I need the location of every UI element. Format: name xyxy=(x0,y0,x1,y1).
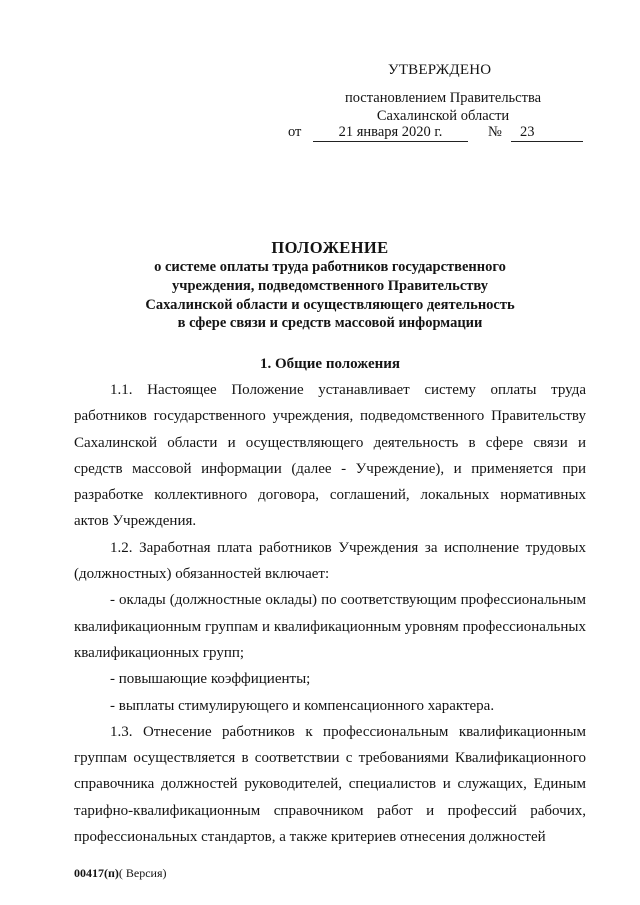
approval-line-1: постановлением Правительства xyxy=(344,90,542,106)
approval-line-2: Сахалинской области xyxy=(376,108,510,124)
document-title: ПОЛОЖЕНИЕ xyxy=(271,238,389,257)
bullet-coefficients: - повышающие коэффициенты; xyxy=(110,671,311,688)
document-body xyxy=(74,377,586,850)
document-version: ( Версия) xyxy=(118,866,167,880)
document-footer xyxy=(74,866,167,881)
subtitle-line: учреждения, подведомственного Правительству xyxy=(172,277,488,294)
paragraph-1-3: 1.3. Отнесение работников к профессиональным квалификационным группам осуществляется в соответствии с требованиями Квалификационного справочника должностей руководителей, специалистов и служащих, Единым тарифно-квалификационным справочником работ и профессий рабочих, профессиональных стандартов, а также критериев отнесения должностей xyxy=(74,723,586,846)
subtitle-line: Сахалинской области и осуществляющего деятельность xyxy=(145,296,515,313)
bullet-salaries: - оклады (должностные оклады) по соответствующим профессиональным квалификационным группам и квалификационным уровням профессиональных квалификационных групп; xyxy=(74,592,586,661)
approval-title: УТВЕРЖДЕНО xyxy=(388,62,492,78)
subtitle-line: о системе оплаты труда работников государственного xyxy=(154,259,506,275)
document-subtitle xyxy=(80,258,580,333)
section-title: 1. Общие положения xyxy=(259,356,401,372)
document-code: 00417(п) xyxy=(74,866,119,880)
bullet-payments: - выплаты стимулирующего и компенсационного характера. xyxy=(110,697,495,714)
subtitle-line: в сфере связи и средств массовой информации xyxy=(177,315,483,332)
approval-number-field xyxy=(511,124,583,142)
approval-date-row xyxy=(288,124,598,144)
from-label: от xyxy=(288,124,302,140)
paragraph-1-2: 1.2. Заработная плата работников Учреждения за исполнение трудовых (должностных) обязанностей включает: xyxy=(74,539,586,583)
number-label: № xyxy=(488,124,502,140)
approval-number: 23 xyxy=(520,124,535,140)
approval-date: 21 января 2020 г. xyxy=(313,124,468,142)
paragraph-1-1: 1.1. Настоящее Положение устанавливает систему оплаты труда работников государственного учреждения, подведомственного Правительству Сахалинской области и осуществляющего деятельность в сфере связи и средств массовой информации (далее - Учреждение), и применяется при разработке коллективного договора, соглашений, локальных нормативных актов Учреждения. xyxy=(74,382,586,530)
